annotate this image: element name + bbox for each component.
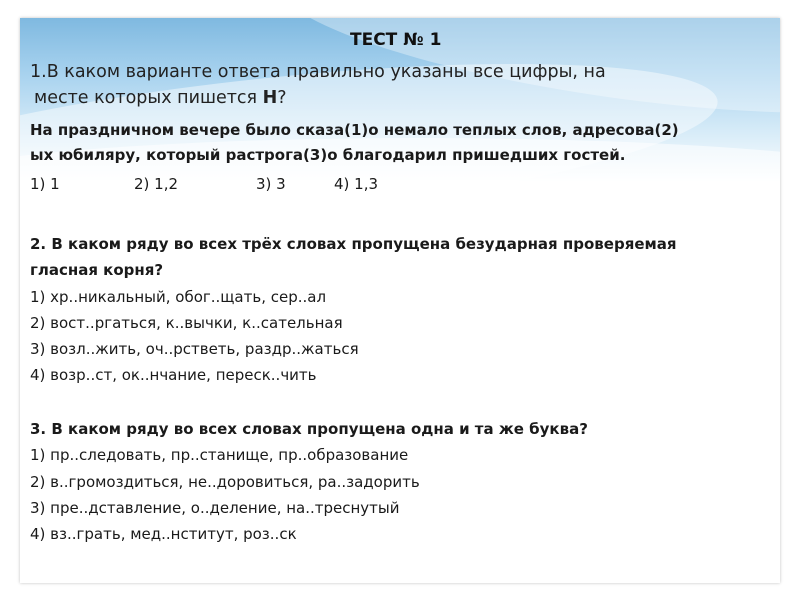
q1-option-3: 3) 3	[256, 175, 286, 193]
q2-option-1: 1) хр..никальный, обог..щать, сер..ал	[30, 288, 327, 306]
q2-question-line1: 2. В каком ряду во всех трёх словах пропущена безударная проверяемая	[30, 235, 677, 253]
q3-option-1: 1) пр..следовать, пр..станище, пр..образование	[30, 446, 409, 464]
q2-option-3: 3) возл..жить, оч..рстветь, раздр..жаться	[30, 340, 359, 358]
q1-line2-prefix: месте которых пишется	[34, 88, 263, 108]
q1-sentence-line2: ых юбиляру, который растрога(3)о благодарил пришедших гостей.	[30, 146, 626, 164]
q3-question-line1: 3. В каком ряду во всех словах пропущена одна и та же буква?	[30, 420, 588, 438]
q1-line2-letter: Н	[262, 88, 278, 108]
q1-sentence-line1: На праздничном вечере было сказа(1)о немало теплых слов, адресова(2)	[30, 121, 679, 139]
slide	[20, 18, 780, 583]
q3-option-3: 3) пре..дставление, о..деление, на..треснутый	[30, 499, 400, 517]
q2-option-4: 4) возр..ст, ок..нчание, переск..чить	[30, 366, 317, 384]
q3-option-2: 2) в..громоздиться, не..доровиться, ра..задорить	[30, 473, 420, 491]
test-title: ТЕСТ № 1	[350, 30, 442, 50]
q1-line2-suffix: ?	[277, 88, 287, 108]
q2-option-2: 2) вост..ргаться, к..вычки, к..сательная	[30, 314, 343, 332]
q1-question-line2	[34, 88, 287, 108]
q1-option-4: 4) 1,3	[334, 175, 379, 193]
q1-question-line1: 1.В каком варианте ответа правильно указаны все цифры, на	[30, 62, 606, 82]
q3-option-4: 4) вз..грать, мед..нститут, роз..ск	[30, 525, 297, 543]
q2-question-line2: гласная корня?	[30, 261, 164, 279]
q1-option-2: 2) 1,2	[134, 175, 179, 193]
q1-option-1: 1) 1	[30, 175, 60, 193]
